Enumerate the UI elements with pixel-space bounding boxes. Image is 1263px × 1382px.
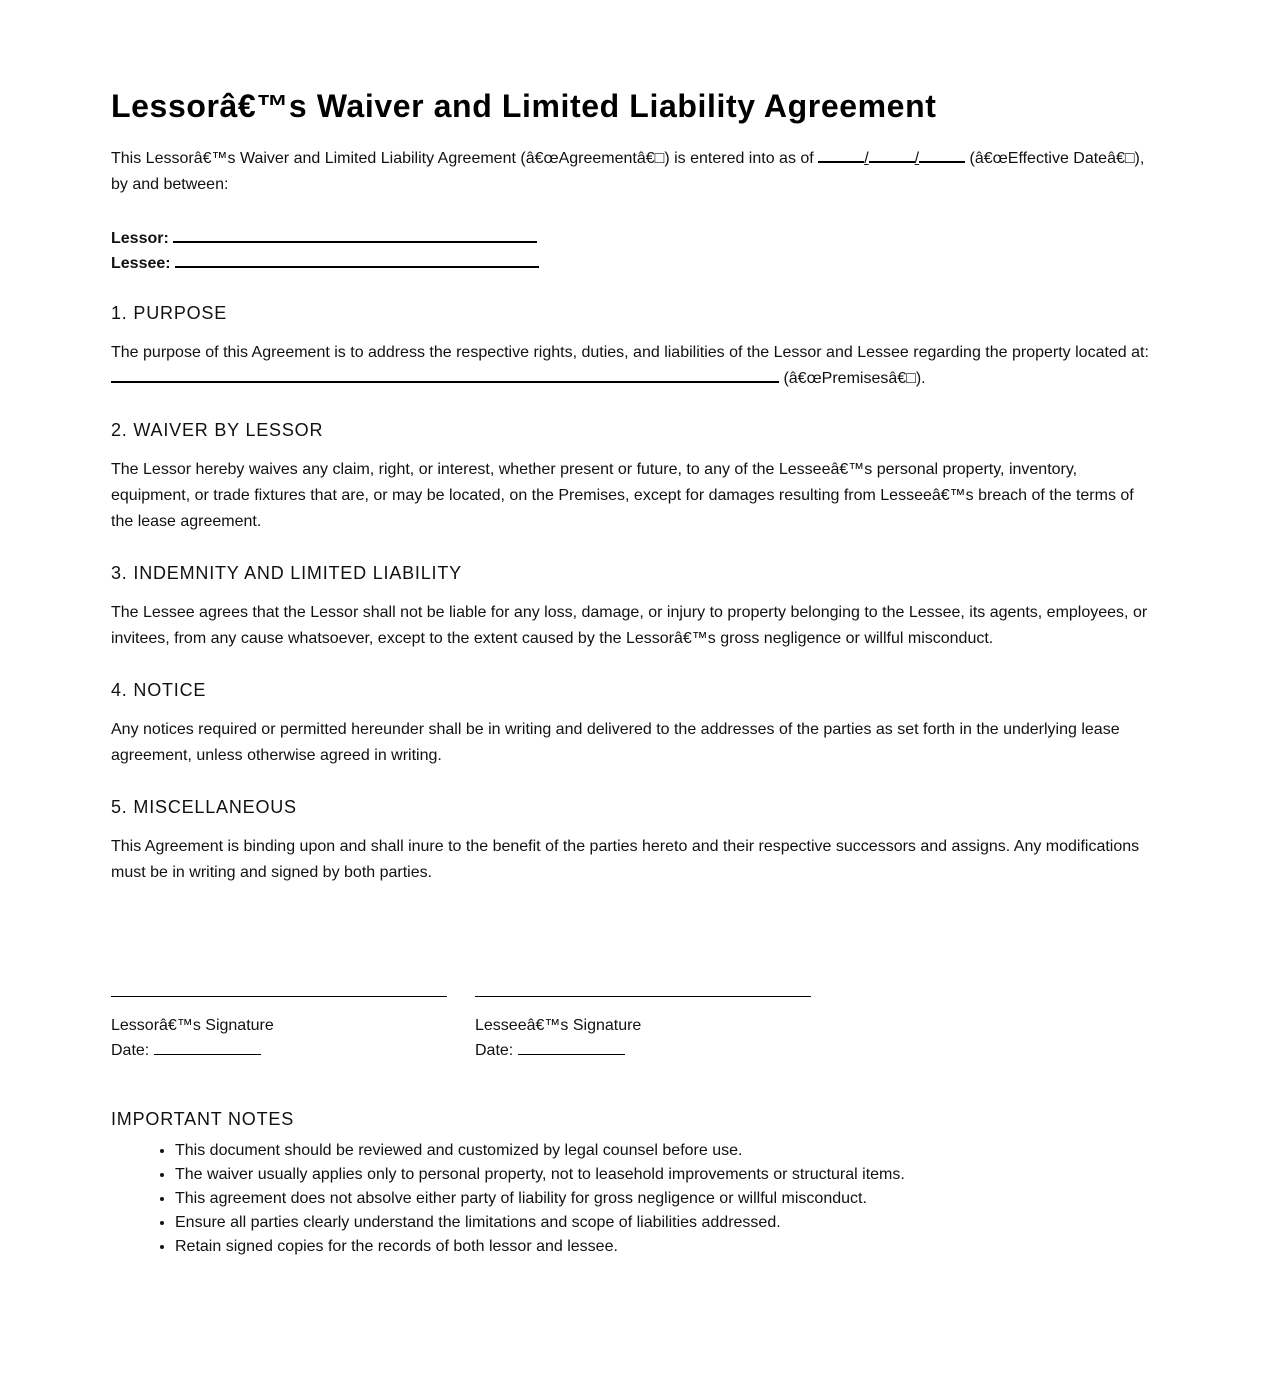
lessee-name-blank xyxy=(175,252,539,268)
lessee-signature-block xyxy=(475,1013,641,1063)
section-heading-purpose: 1. PURPOSE xyxy=(111,303,228,323)
section-body-indemnity: The Lessee agrees that the Lessor shall not be liable for any loss, damage, or injury to property belonging to the Lessee, its agents, employees, or invitees, from any cause whatsoever, except to the extent caused by the Lessorâ€™s gross negligence or willful misconduct. xyxy=(111,604,1148,647)
section-body-purpose xyxy=(111,340,1156,392)
section-heading-waiver: 2. WAIVER BY LESSOR xyxy=(111,420,324,440)
lessor-party-line xyxy=(111,227,537,248)
lessee-date-label: Date: xyxy=(475,1042,514,1059)
notes-list xyxy=(111,1139,905,1259)
premises-suffix: (â€œPremisesâ€□). xyxy=(779,370,926,387)
section-body-notice: Any notices required or permitted hereunder shall be in writing and delivered to the addresses of the parties as set forth in the underlying lease agreement, unless otherwise agreed in writing. xyxy=(111,721,1120,764)
list-item: • Retain signed copies for the records of both lessor and lessee. xyxy=(175,1235,905,1259)
lessor-signature-block xyxy=(111,1013,274,1063)
lessee-party-line xyxy=(111,252,539,273)
lessee-label: Lessee: xyxy=(111,255,171,272)
lessee-signature-line xyxy=(475,996,811,997)
intro-text: This Lessorâ€™s Waiver and Limited Liability Agreement (â€œAgreementâ€□) is entered into as of xyxy=(111,150,819,167)
date-separator: / xyxy=(914,150,920,167)
list-item: • Ensure all parties clearly understand the limitations and scope of liabilities addressed. xyxy=(175,1211,905,1235)
date-month-blank xyxy=(818,147,864,163)
list-item: • The waiver usually applies only to personal property, not to leasehold improvements or structural items. xyxy=(175,1163,905,1187)
lessee-date-blank xyxy=(518,1040,625,1055)
date-day-blank xyxy=(869,147,915,163)
lessor-signature-label: Lessorâ€™s Signature xyxy=(111,1017,274,1034)
document-title: Lessorâ€™s Waiver and Limited Liability Agreement xyxy=(111,88,937,124)
section-heading-indemnity: 3. INDEMNITY AND LIMITED LIABILITY xyxy=(111,563,462,583)
notes-heading: IMPORTANT NOTES xyxy=(111,1109,295,1129)
section-body-waiver: The Lessor hereby waives any claim, right, or interest, whether present or future, to any of the Lesseeâ€™s personal property, inventory, equipment, or trade fixtures that are, or may be located, on the Premises, except for damages resulting from Lesseeâ€™s breach of the terms of the lease agreement. xyxy=(111,461,1134,530)
lessee-signature-label: Lesseeâ€™s Signature xyxy=(475,1017,642,1034)
lessor-label: Lessor: xyxy=(111,230,169,247)
purpose-text: The purpose of this Agreement is to address the respective rights, duties, and liabilities of the Lessor and Lessee regarding the property located at: xyxy=(111,344,1149,361)
date-separator: / xyxy=(864,150,869,167)
lessor-signature-line xyxy=(111,996,447,997)
list-item: • This agreement does not absolve either party of liability for gross negligence or willful misconduct. xyxy=(175,1187,905,1211)
effective-date-text: (â€œEffective Dateâ€□), xyxy=(965,150,1145,167)
section-heading-miscellaneous: 5. MISCELLANEOUS xyxy=(111,797,297,817)
intro-paragraph xyxy=(111,146,1161,198)
premises-address-blank xyxy=(111,367,779,383)
intro-line2: by and between: xyxy=(111,176,229,193)
lessor-date-label: Date: xyxy=(111,1042,150,1059)
list-item: • This document should be reviewed and customized by legal counsel before use. xyxy=(175,1139,905,1163)
section-heading-notice: 4. NOTICE xyxy=(111,680,207,700)
date-year-blank xyxy=(919,147,965,163)
section-body-miscellaneous: This Agreement is binding upon and shall inure to the benefit of the parties hereto and their respective successors and assigns. Any modifications must be in writing and signed by both parties. xyxy=(111,838,1140,881)
lessor-name-blank xyxy=(173,227,537,243)
lessor-date-blank xyxy=(154,1040,261,1055)
